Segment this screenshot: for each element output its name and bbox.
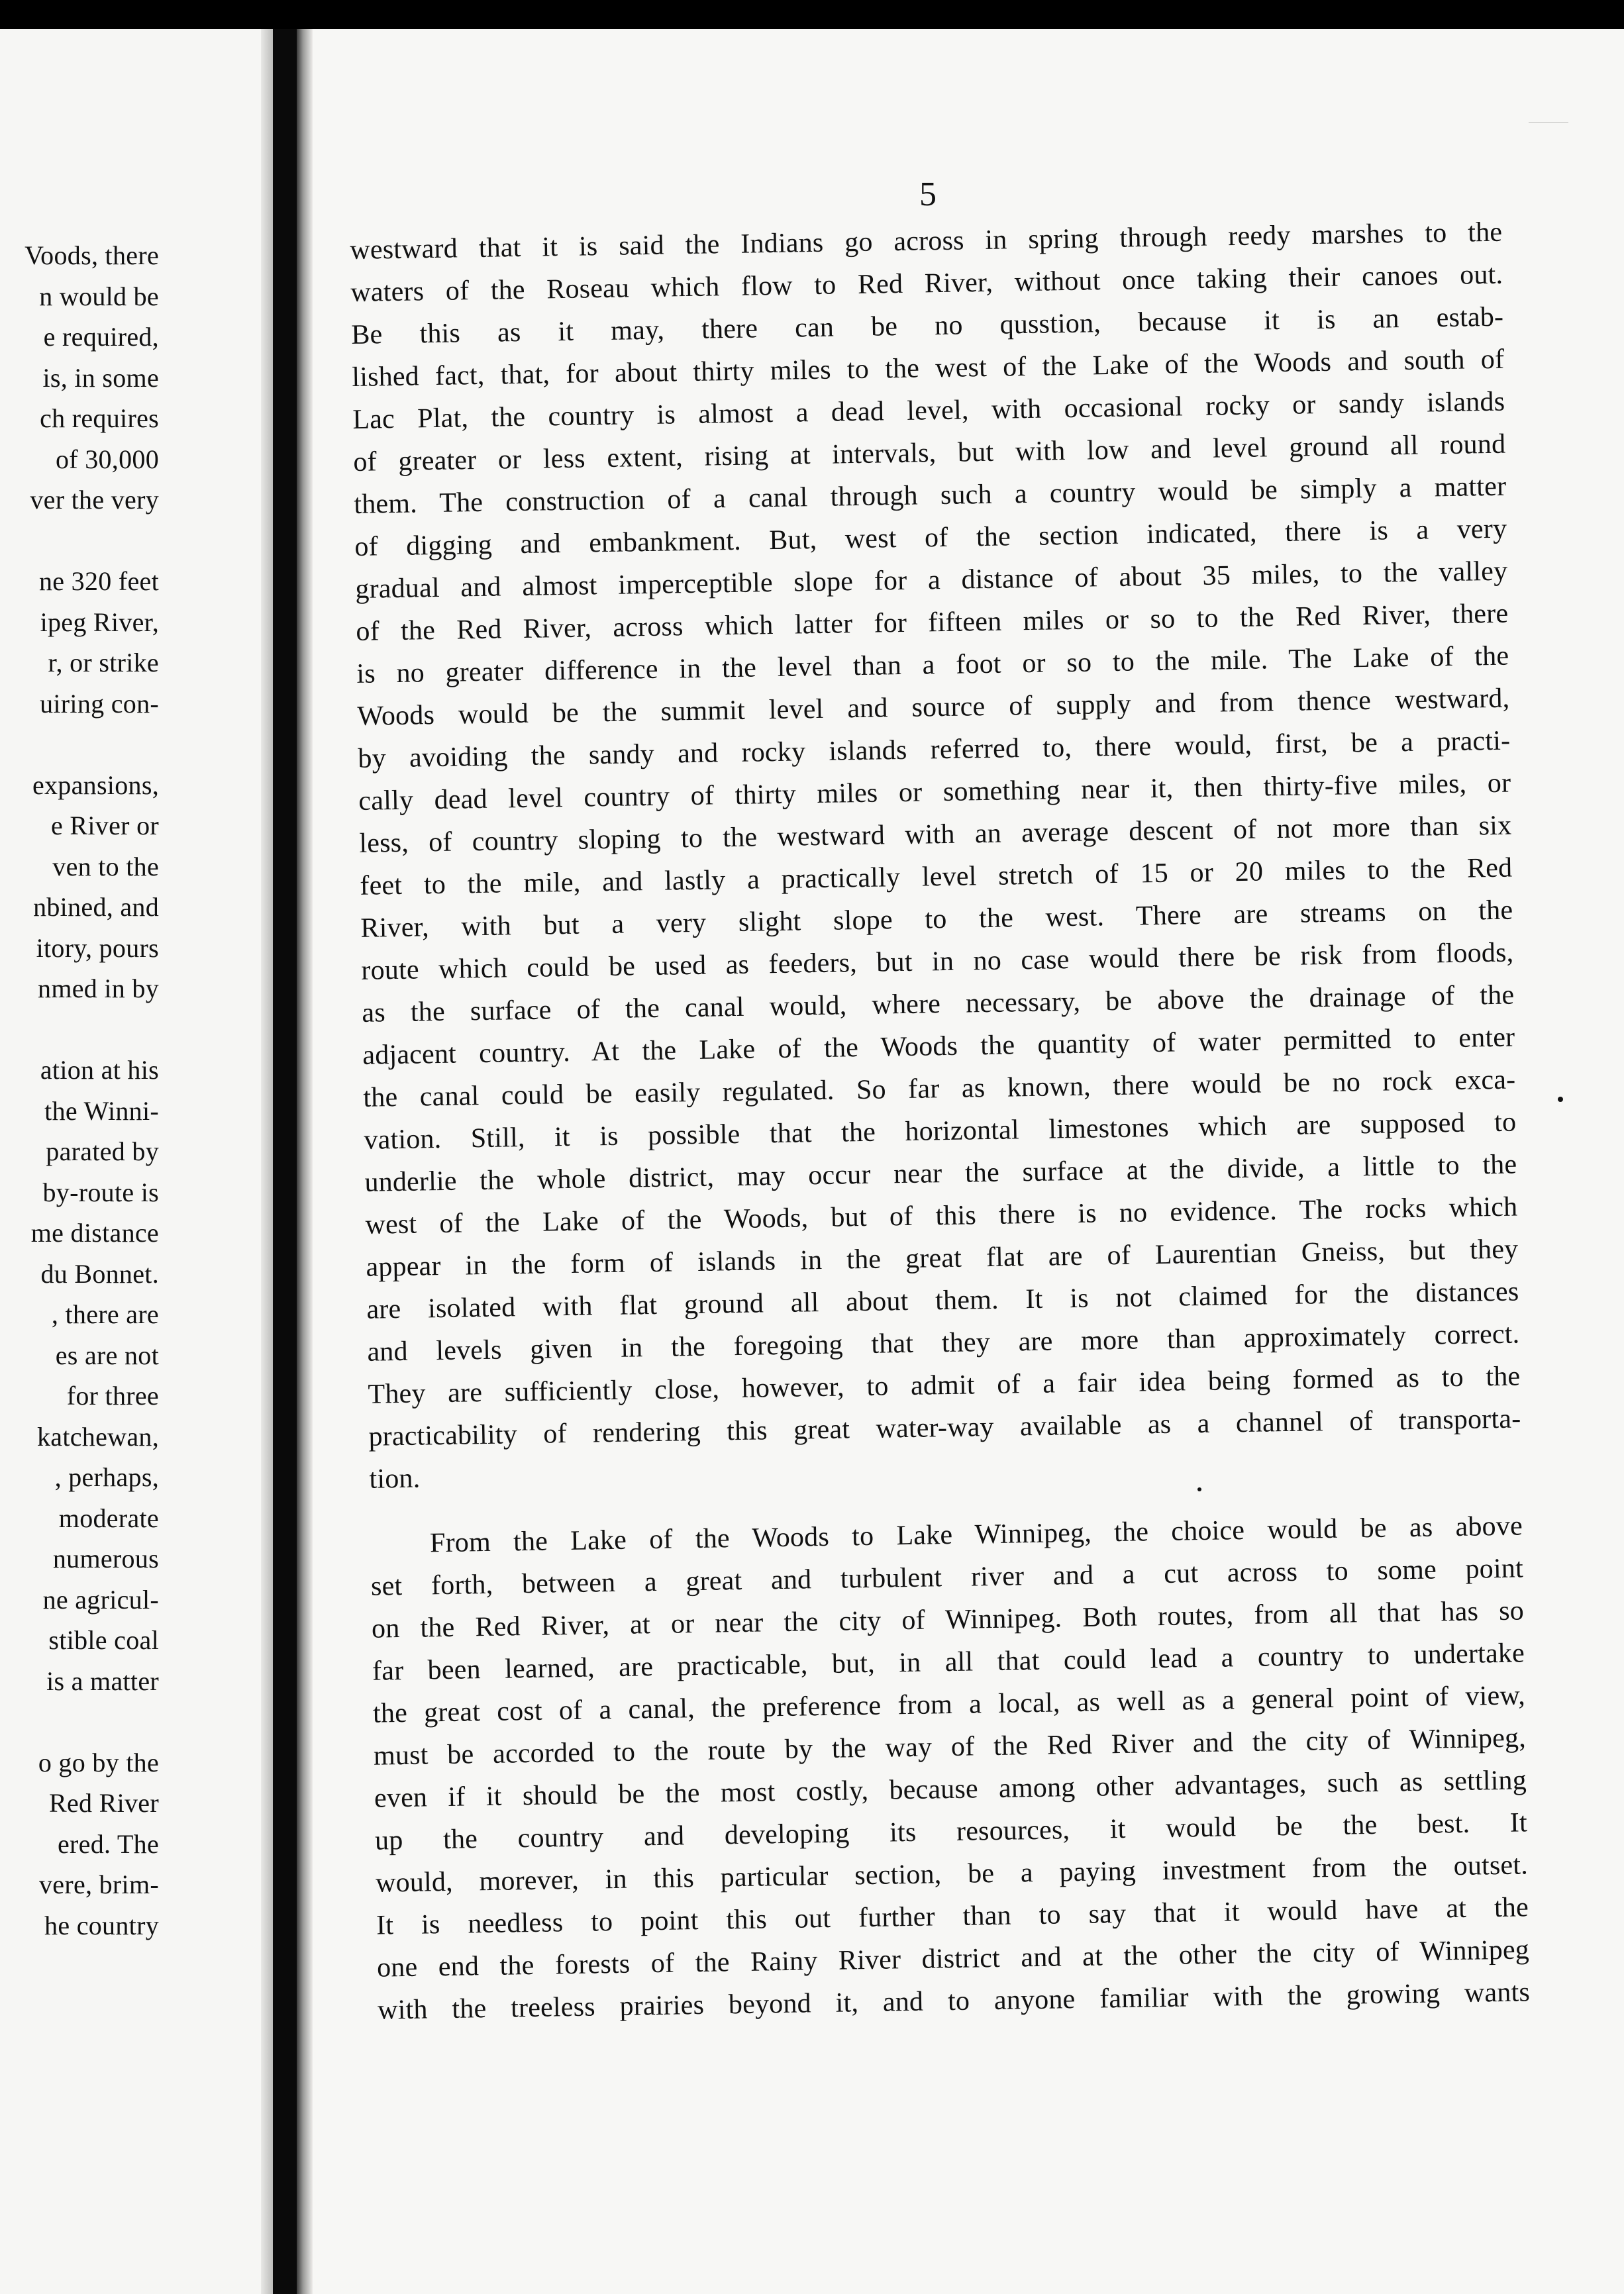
left-page-line: ch requires (40, 403, 159, 433)
body-line: west of the Lake of the Woods, but of this there is no evidence. The rocks which (365, 1191, 1518, 1240)
left-page-line: ipeg River, (40, 607, 159, 637)
right-page (297, 29, 1624, 2294)
body-line: route which could be used as feeders, but in no case would there be risk from floods, (361, 937, 1514, 986)
body-line: lished fact, that, for about thirty miles to the west of the Lake of the Woods and south of (352, 344, 1505, 393)
body-line: are isolated with flat ground all about them. It is not claimed for the distances (366, 1276, 1519, 1325)
left-page-fragment (0, 29, 273, 2294)
left-page-line: , perhaps, (54, 1462, 159, 1492)
body-line: is no greater difference in the level than a foot or so to the mile. The Lake of the (356, 640, 1509, 689)
left-page-line: ne 320 feet (39, 566, 159, 596)
body-line: Woods would be the summit level and source of supply and from thence westward, (357, 683, 1510, 732)
left-page-line: parated by (46, 1136, 159, 1166)
left-page-line: e River or (51, 811, 159, 840)
page-number: 5 (919, 175, 937, 213)
body-line: From the Lake of the Woods to Lake Winnipeg, the choice would be as above (429, 1511, 1523, 1559)
left-page-line: o go by the (38, 1747, 159, 1777)
left-page-line: the Winni- (44, 1095, 159, 1126)
left-page-line: me distance (30, 1218, 159, 1248)
left-page-line: itory, pours (36, 932, 159, 963)
body-line: with the treeless prairies beyond it, and to anyone familiar with the growing wants (377, 1977, 1531, 2026)
body-line: of the Red River, across which latter for fifteen miles or so to the Red River, there (356, 598, 1509, 647)
body-line: appear in the form of islands in the great flat are of Laurentian Gneiss, but they (366, 1234, 1519, 1283)
body-line: vation. Still, it is possible that the horizontal limestones which are supposed to (364, 1107, 1517, 1156)
left-page-line: moderate (58, 1503, 159, 1533)
spine-shadow (297, 29, 313, 2294)
body-line: of digging and embankment. But, west of the section indicated, there is a very (354, 513, 1507, 562)
left-page-line: he country (44, 1910, 159, 1940)
body-line: the great cost of a canal, the preference from a local, as well as a general point of view, (372, 1680, 1526, 1729)
body-line: waters of the Roseau which flow to Red River, without once taking their canoes out. (350, 259, 1503, 308)
binding-gap (273, 29, 297, 2294)
left-page-line: nbined, and (33, 892, 159, 922)
left-page-line: of 30,000 (55, 444, 159, 474)
body-line: on the Red River, at or near the city of Winnipeg. Both routes, from all that has so (371, 1595, 1525, 1644)
left-page-line: is, in some (42, 362, 159, 393)
paper-crease (1529, 122, 1568, 150)
left-page-line: n would be (39, 281, 159, 311)
body-line: tion. (369, 1463, 421, 1495)
left-page-line: ered. The (58, 1828, 159, 1859)
left-page-line: r, or strike (48, 648, 159, 677)
body-line: underlie the whole district, may occur near the surface at the divide, a little to the (364, 1149, 1517, 1198)
body-line: of greater or less extent, rising at intervals, but with low and level ground all round (353, 428, 1506, 477)
body-line: them. The construction of a canal through such a country would be simply a matter (354, 471, 1507, 520)
body-line: would, morever, in this particular section, be a paying investment from the outset. (375, 1850, 1529, 1899)
body-line: up the country and developing its resources, it would be the best. It (374, 1807, 1528, 1856)
left-page-line: du Bonnet. (40, 1258, 159, 1289)
body-line: even if it should be the most costly, because among other advantages, such as settling (374, 1765, 1527, 1814)
left-page-line: vere, brim- (39, 1870, 159, 1899)
left-gutter-shadow (261, 29, 273, 2294)
left-page-line: , there are (51, 1299, 159, 1329)
body-line: River, with but a very slight slope to the west. There are streams on the (360, 895, 1513, 944)
left-page-line: stible coal (48, 1625, 159, 1655)
left-page-line: Voods, there (25, 240, 159, 270)
body-line: far been learned, are practicable, but, in all that could lead a country to undertake (372, 1638, 1525, 1687)
body-line: feet to the mile, and lastly a practically level stretch of 15 or 20 miles to the Red (360, 852, 1513, 901)
left-page-line: expansions, (32, 770, 159, 800)
body-line: one end the forests of the Rainy River district and at the other the city of Winnipeg (376, 1934, 1530, 1983)
left-page-line: uiring con- (40, 688, 159, 719)
left-page-line: ation at his (40, 1055, 159, 1085)
body-line: by avoiding the sandy and rocky islands referred to, there would, first, be a practi- (358, 725, 1511, 774)
body-line: set forth, between a great and turbulent river and a cut across to some point (370, 1553, 1524, 1602)
body-line: westward that it is said the Indians go across in spring through reedy marshes to the (350, 217, 1503, 266)
left-page-line: e required, (43, 322, 159, 352)
body-line: as the surface of the canal would, where necessary, be above the drainage of the (362, 979, 1515, 1028)
body-line: must be accorded to the route by the way of the Red River and the city of Winnipeg, (373, 1722, 1527, 1771)
left-page-line: for three (66, 1381, 159, 1411)
left-page-line: numerous (52, 1544, 159, 1573)
body-line: gradual and almost imperceptible slope for a distance of about 35 miles, to the valley (355, 556, 1508, 605)
left-page-line: ver the very (30, 485, 159, 515)
body-line: Be this as it may, there can be no qusstion, because it is an estab- (351, 301, 1504, 350)
body-line: practicability of rendering this great water-way available as a channel of transporta- (368, 1403, 1521, 1452)
left-page-line: es are not (55, 1340, 159, 1370)
left-page-line: Red River (48, 1788, 159, 1818)
body-line: adjacent country. At the Lake of the Woods the quantity of water permitted to enter (362, 1022, 1515, 1071)
body-line: It is needless to point this out further than to say that it would have at the (376, 1892, 1529, 1941)
left-page-line: is a matter (46, 1666, 159, 1696)
left-page-line: nmed in by (38, 973, 159, 1003)
ink-speck (1197, 1487, 1201, 1491)
left-page-line: katchewan, (36, 1421, 159, 1452)
body-line: cally dead level country of thirty miles or something near it, then thirty-five miles, or (358, 768, 1511, 817)
body-line: Lac Plat, the country is almost a dead level, with occasional rocky or sandy islands (352, 386, 1505, 435)
left-page-line: by-route is (42, 1177, 159, 1207)
left-page-line: ne agricul- (42, 1584, 159, 1615)
body-line: They are sufficiently close, however, to admit of a fair idea being formed as to the (368, 1361, 1521, 1410)
body-line: less, of country sloping to the westward with an average descent of not more than six (359, 810, 1512, 859)
body-line: and levels given in the foregoing that they are more than approximately correct. (367, 1319, 1520, 1368)
body-text (350, 216, 1531, 2026)
body-line: the canal could be easily regulated. So far as known, there would be no rock exca- (363, 1064, 1516, 1113)
ink-speck (1558, 1097, 1563, 1102)
left-page-line: ven to the (52, 851, 159, 881)
